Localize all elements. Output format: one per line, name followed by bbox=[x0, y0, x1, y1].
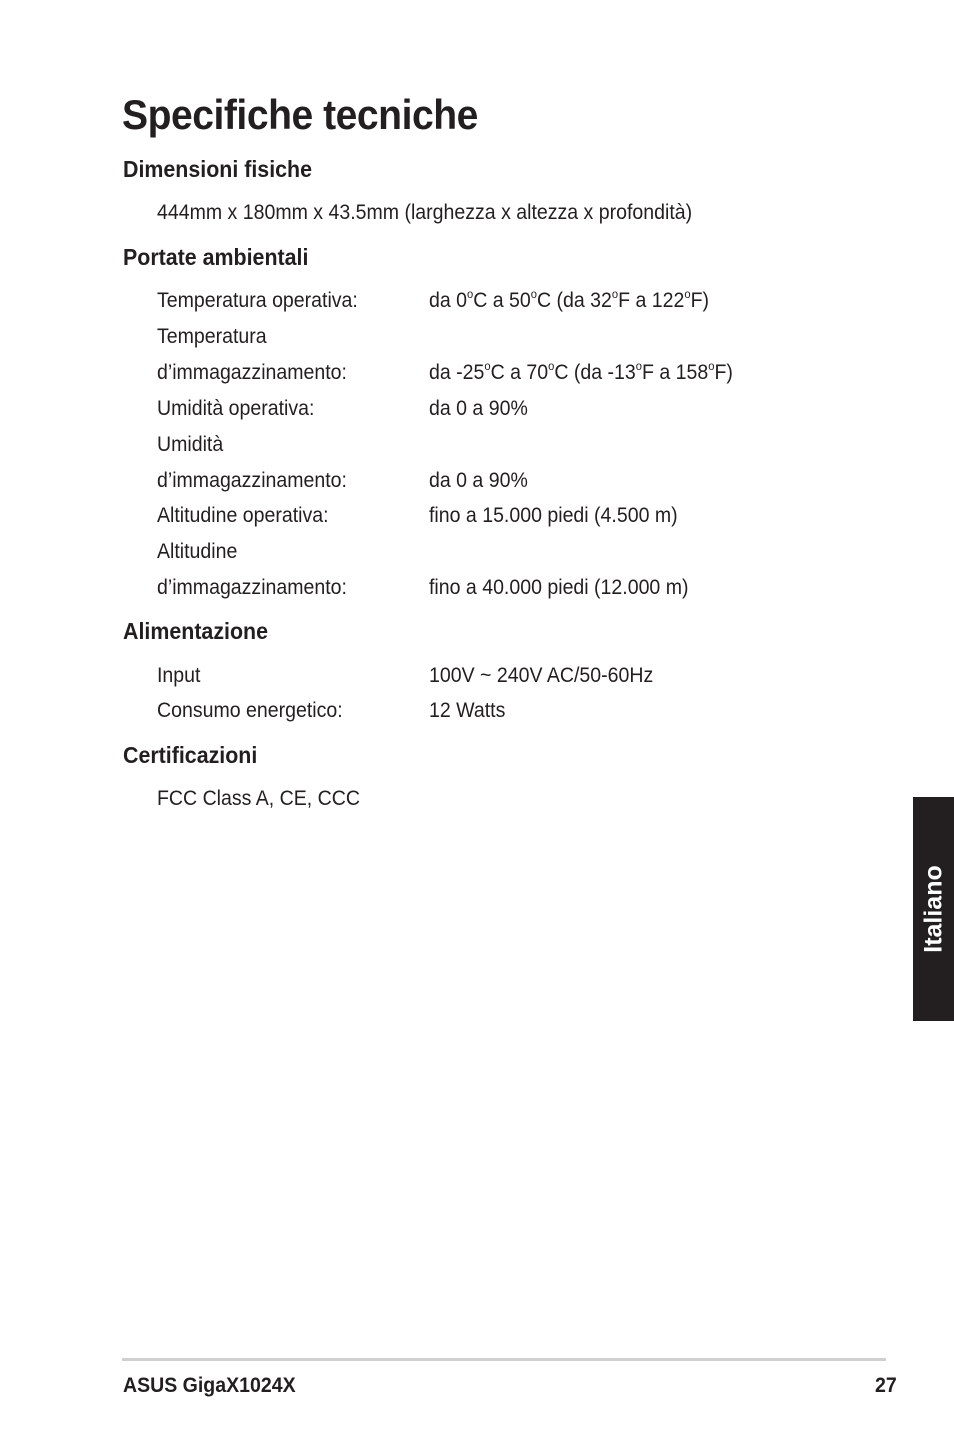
spec-value-storage-temperature: da -25$^o$C a 70$^o$C (da -13$^o$F a 158$^o$F) bbox=[429, 359, 733, 384]
spec-value-storage-altitude: fino a 40.000 piedi (12.000 m) bbox=[429, 576, 689, 599]
section-heading-certifications: Certificazioni bbox=[123, 742, 258, 768]
footer-divider bbox=[122, 1358, 886, 1361]
footer-page-number: 27 bbox=[875, 1374, 897, 1397]
language-tab bbox=[913, 797, 954, 1021]
dimensions-value: 444mm x 180mm x 43.5mm (larghezza x altezza x profondità) bbox=[157, 201, 693, 224]
spec-label-storage-altitude-line1: Altitudine bbox=[157, 540, 238, 563]
spec-label-storage-temperature-line2: d’immagazzinamento: bbox=[157, 361, 347, 384]
spec-value-input: 100V ~ 240V AC/50-60Hz bbox=[429, 664, 654, 687]
spec-label-operating-humidity: Umidità operativa: bbox=[157, 397, 315, 420]
certifications-value: FCC Class A, CE, CCC bbox=[157, 787, 360, 810]
section-heading-dimensions: Dimensioni fisiche bbox=[123, 156, 312, 182]
spec-label-storage-humidity-line2: d’immagazzinamento: bbox=[157, 469, 347, 492]
spec-value-power-consumption: 12 Watts bbox=[429, 699, 506, 722]
spec-value-operating-altitude: fino a 15.000 piedi (4.500 m) bbox=[429, 504, 678, 527]
spec-value-operating-humidity: da 0 a 90% bbox=[429, 397, 528, 420]
spec-label-operating-temperature: Temperatura operativa: bbox=[157, 289, 358, 312]
section-heading-power: Alimentazione bbox=[123, 618, 269, 644]
footer-product-name: ASUS GigaX1024X bbox=[123, 1374, 296, 1397]
spec-label-operating-altitude: Altitudine operativa: bbox=[157, 504, 329, 527]
spec-value-operating-temperature: da 0$^o$C a 50$^o$C (da 32$^o$F a 122$^o$F) bbox=[429, 287, 710, 312]
spec-value-storage-humidity: da 0 a 90% bbox=[429, 469, 528, 492]
spec-label-storage-temperature-line1: Temperatura bbox=[157, 325, 267, 348]
spec-label-storage-humidity-line1: Umidità bbox=[157, 433, 224, 456]
section-heading-environment: Portate ambientali bbox=[123, 244, 309, 270]
spec-label-power-consumption: Consumo energetico: bbox=[157, 699, 343, 722]
language-tab-label: Italiano bbox=[919, 865, 947, 953]
spec-label-input: Input bbox=[157, 664, 201, 687]
spec-label-storage-altitude-line2: d’immagazzinamento: bbox=[157, 576, 347, 599]
page-title: Specifiche tecniche bbox=[122, 91, 478, 138]
